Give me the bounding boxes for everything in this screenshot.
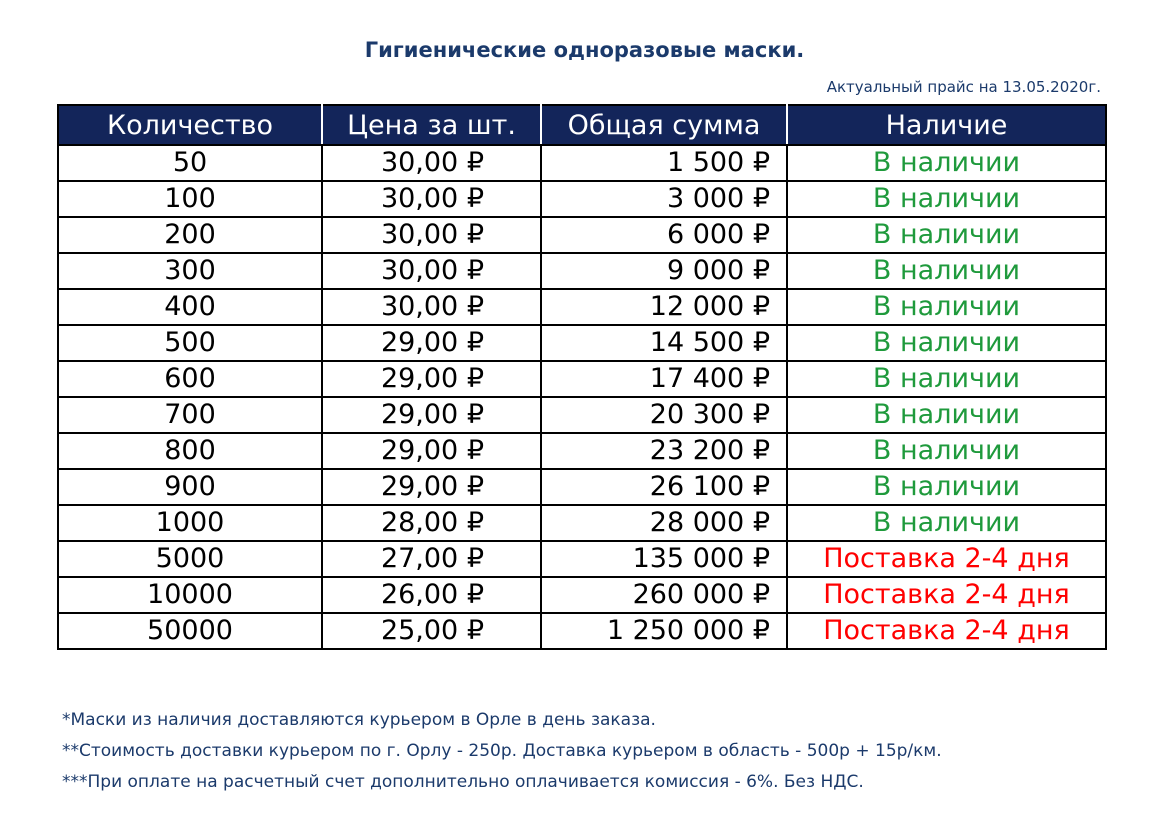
quantity-cell: 1000: [58, 505, 322, 541]
header-total-sum: Общая сумма: [541, 105, 787, 145]
quantity-cell: 5000: [58, 541, 322, 577]
unit-price-cell: 29,00 ₽: [322, 397, 541, 433]
price-date-subtitle: Актуальный прайс на 13.05.2020г.: [826, 78, 1101, 96]
quantity-cell: 50000: [58, 613, 322, 649]
total-sum-cell: 17 400 ₽: [541, 361, 787, 397]
unit-price-cell: 30,00 ₽: [322, 181, 541, 217]
header-availability: Наличие: [787, 105, 1106, 145]
availability-cell: Поставка 2-4 дня: [787, 577, 1106, 613]
unit-price-cell: 29,00 ₽: [322, 433, 541, 469]
total-sum-cell: 135 000 ₽: [541, 541, 787, 577]
availability-cell: В наличии: [787, 505, 1106, 541]
availability-cell: В наличии: [787, 289, 1106, 325]
total-sum-cell: 20 300 ₽: [541, 397, 787, 433]
table-row: [58, 289, 1106, 325]
total-sum-cell: 260 000 ₽: [541, 577, 787, 613]
table-row: [58, 469, 1106, 505]
availability-cell: В наличии: [787, 325, 1106, 361]
unit-price-cell: 26,00 ₽: [322, 577, 541, 613]
table-row: [58, 217, 1106, 253]
quantity-cell: 50: [58, 145, 322, 181]
availability-cell: В наличии: [787, 145, 1106, 181]
availability-cell: В наличии: [787, 253, 1106, 289]
table-row: [58, 181, 1106, 217]
availability-cell: В наличии: [787, 217, 1106, 253]
footnote-delivery-cost: **Стоимость доставки курьером по г. Орлу - 250р. Доставка курьером в область - 500р + 15р/км.: [62, 741, 942, 761]
availability-cell: В наличии: [787, 433, 1106, 469]
price-table-header: [58, 105, 1106, 145]
unit-price-cell: 25,00 ₽: [322, 613, 541, 649]
table-row: [58, 145, 1106, 181]
unit-price-cell: 29,00 ₽: [322, 361, 541, 397]
unit-price-cell: 28,00 ₽: [322, 505, 541, 541]
footnote-commission: ***При оплате на расчетный счет дополнительно оплачивается комиссия - 6%. Без НДС.: [62, 772, 864, 792]
table-row: [58, 505, 1106, 541]
table-row: [58, 325, 1106, 361]
total-sum-cell: 23 200 ₽: [541, 433, 787, 469]
quantity-cell: 100: [58, 181, 322, 217]
unit-price-cell: 29,00 ₽: [322, 469, 541, 505]
table-row: [58, 361, 1106, 397]
total-sum-cell: 1 500 ₽: [541, 145, 787, 181]
availability-cell: В наличии: [787, 181, 1106, 217]
quantity-cell: 600: [58, 361, 322, 397]
quantity-cell: 700: [58, 397, 322, 433]
quantity-cell: 10000: [58, 577, 322, 613]
footnotes: [62, 708, 942, 801]
availability-cell: В наличии: [787, 361, 1106, 397]
table-row: [58, 253, 1106, 289]
quantity-cell: 300: [58, 253, 322, 289]
availability-cell: В наличии: [787, 469, 1106, 505]
quantity-cell: 800: [58, 433, 322, 469]
price-table-body: [58, 145, 1106, 649]
availability-cell: Поставка 2-4 дня: [787, 613, 1106, 649]
quantity-cell: 200: [58, 217, 322, 253]
unit-price-cell: 29,00 ₽: [322, 325, 541, 361]
header-row: [58, 105, 1106, 145]
unit-price-cell: 30,00 ₽: [322, 289, 541, 325]
total-sum-cell: 26 100 ₽: [541, 469, 787, 505]
quantity-cell: 400: [58, 289, 322, 325]
price-table: [57, 104, 1107, 650]
total-sum-cell: 1 250 000 ₽: [541, 613, 787, 649]
availability-cell: Поставка 2-4 дня: [787, 541, 1106, 577]
availability-cell: В наличии: [787, 397, 1106, 433]
total-sum-cell: 3 000 ₽: [541, 181, 787, 217]
table-row: [58, 433, 1106, 469]
header-quantity: Количество: [58, 105, 322, 145]
header-unit-price: Цена за шт.: [322, 105, 541, 145]
total-sum-cell: 9 000 ₽: [541, 253, 787, 289]
unit-price-cell: 30,00 ₽: [322, 145, 541, 181]
footnote-delivery-same-day: *Маски из наличия доставляются курьером в Орле в день заказа.: [62, 710, 656, 730]
unit-price-cell: 30,00 ₽: [322, 253, 541, 289]
total-sum-cell: 12 000 ₽: [541, 289, 787, 325]
total-sum-cell: 6 000 ₽: [541, 217, 787, 253]
quantity-cell: 500: [58, 325, 322, 361]
table-row: [58, 397, 1106, 433]
total-sum-cell: 14 500 ₽: [541, 325, 787, 361]
table-row: [58, 613, 1106, 649]
table-row: [58, 541, 1106, 577]
total-sum-cell: 28 000 ₽: [541, 505, 787, 541]
unit-price-cell: 27,00 ₽: [322, 541, 541, 577]
unit-price-cell: 30,00 ₽: [322, 217, 541, 253]
page-title: Гигиенические одноразовые маски.: [364, 38, 805, 62]
quantity-cell: 900: [58, 469, 322, 505]
table-row: [58, 577, 1106, 613]
